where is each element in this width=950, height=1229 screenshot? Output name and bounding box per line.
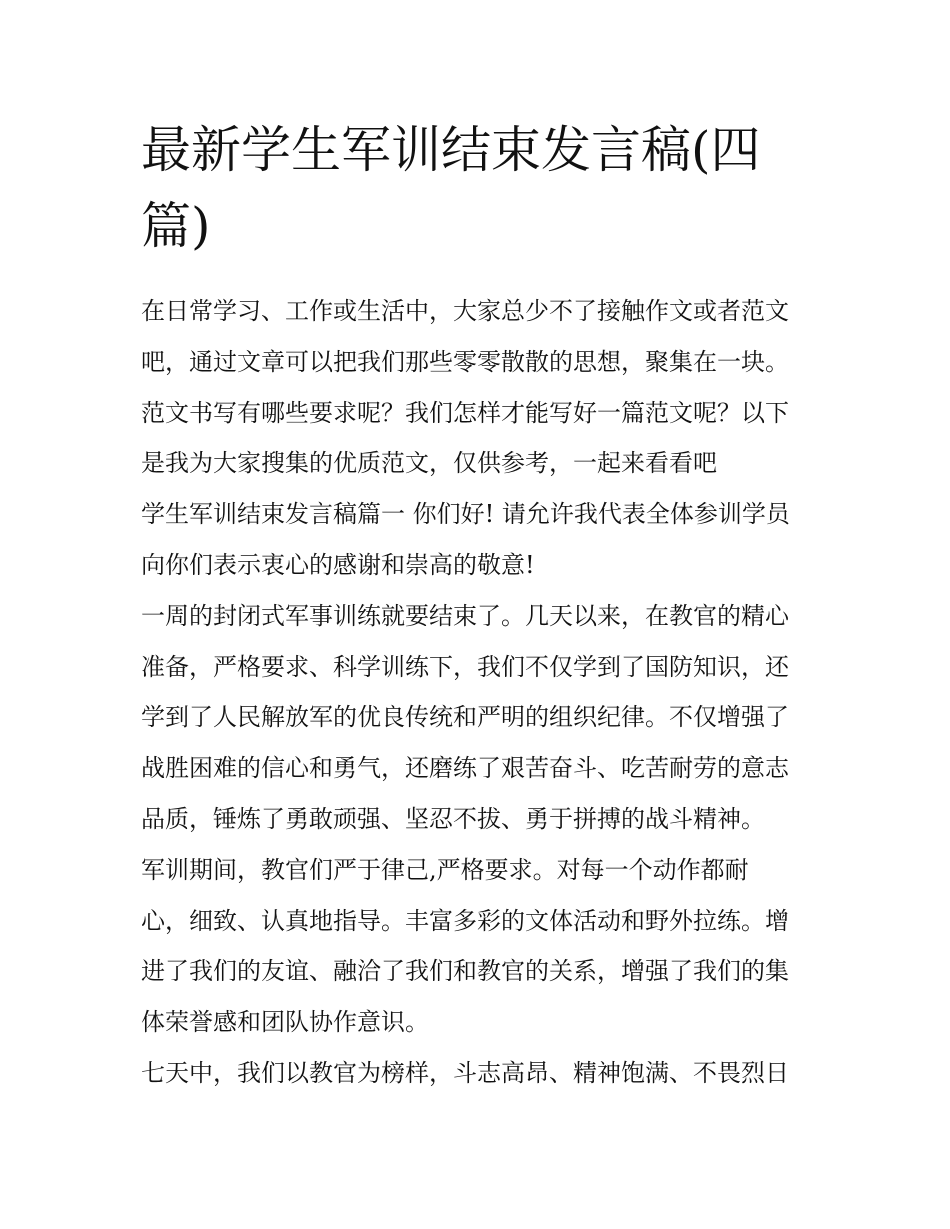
- document-content: [141, 112, 813, 1099]
- body-line: 准备，严格要求、科学训练下，我们不仅学到了国防知识，还: [141, 652, 789, 681]
- body-line: 学生军训结束发言稿篇一 你们好! 请允许我代表全体参训学员: [141, 500, 790, 529]
- body-line: 七天中，我们以教官为榜样，斗志高昂、精神饱满、不畏烈日: [141, 1058, 789, 1087]
- body-line: 体荣誉感和团队协作意识。: [141, 1008, 429, 1037]
- body-line: 是我为大家搜集的优质范文，仅供参考，一起来看看吧: [141, 449, 717, 478]
- body-line: 品质，锤炼了勇敢顽强、坚忍不拔、勇于拼搏的战斗精神。: [141, 804, 765, 833]
- document-body: [141, 286, 813, 1099]
- body-line: 战胜困难的信心和勇气，还磨练了艰苦奋斗、吃苦耐劳的意志: [141, 754, 789, 783]
- body-line: 在日常学习、工作或生活中，大家总少不了接触作文或者范文: [141, 297, 789, 325]
- body-line: 学到了人民解放军的优良传统和严明的组织纪律。不仅增强了: [141, 703, 789, 732]
- body-line: 向你们表示衷心的感谢和崇高的敬意!: [141, 550, 535, 579]
- body-line: 进了我们的友谊、融洽了我们和教官的关系，增强了我们的集: [141, 957, 789, 986]
- document-title: 最新学生军训结束发言稿(四篇): [141, 121, 761, 255]
- body-line: 心，细致、认真地指导。丰富多彩的文体活动和野外拉练。增: [141, 906, 789, 935]
- body-line: 吧，通过文章可以把我们那些零零散散的思想，聚集在一块。: [141, 347, 789, 376]
- body-line: 范文书写有哪些要求呢？我们怎样才能写好一篇范文呢？以下: [141, 398, 789, 427]
- body-line: 军训期间，教官们严于律己,严格要求。对每一个动作都耐: [141, 855, 749, 884]
- body-line: 一周的封闭式军事训练就要结束了。几天以来，在教官的精心: [141, 601, 789, 630]
